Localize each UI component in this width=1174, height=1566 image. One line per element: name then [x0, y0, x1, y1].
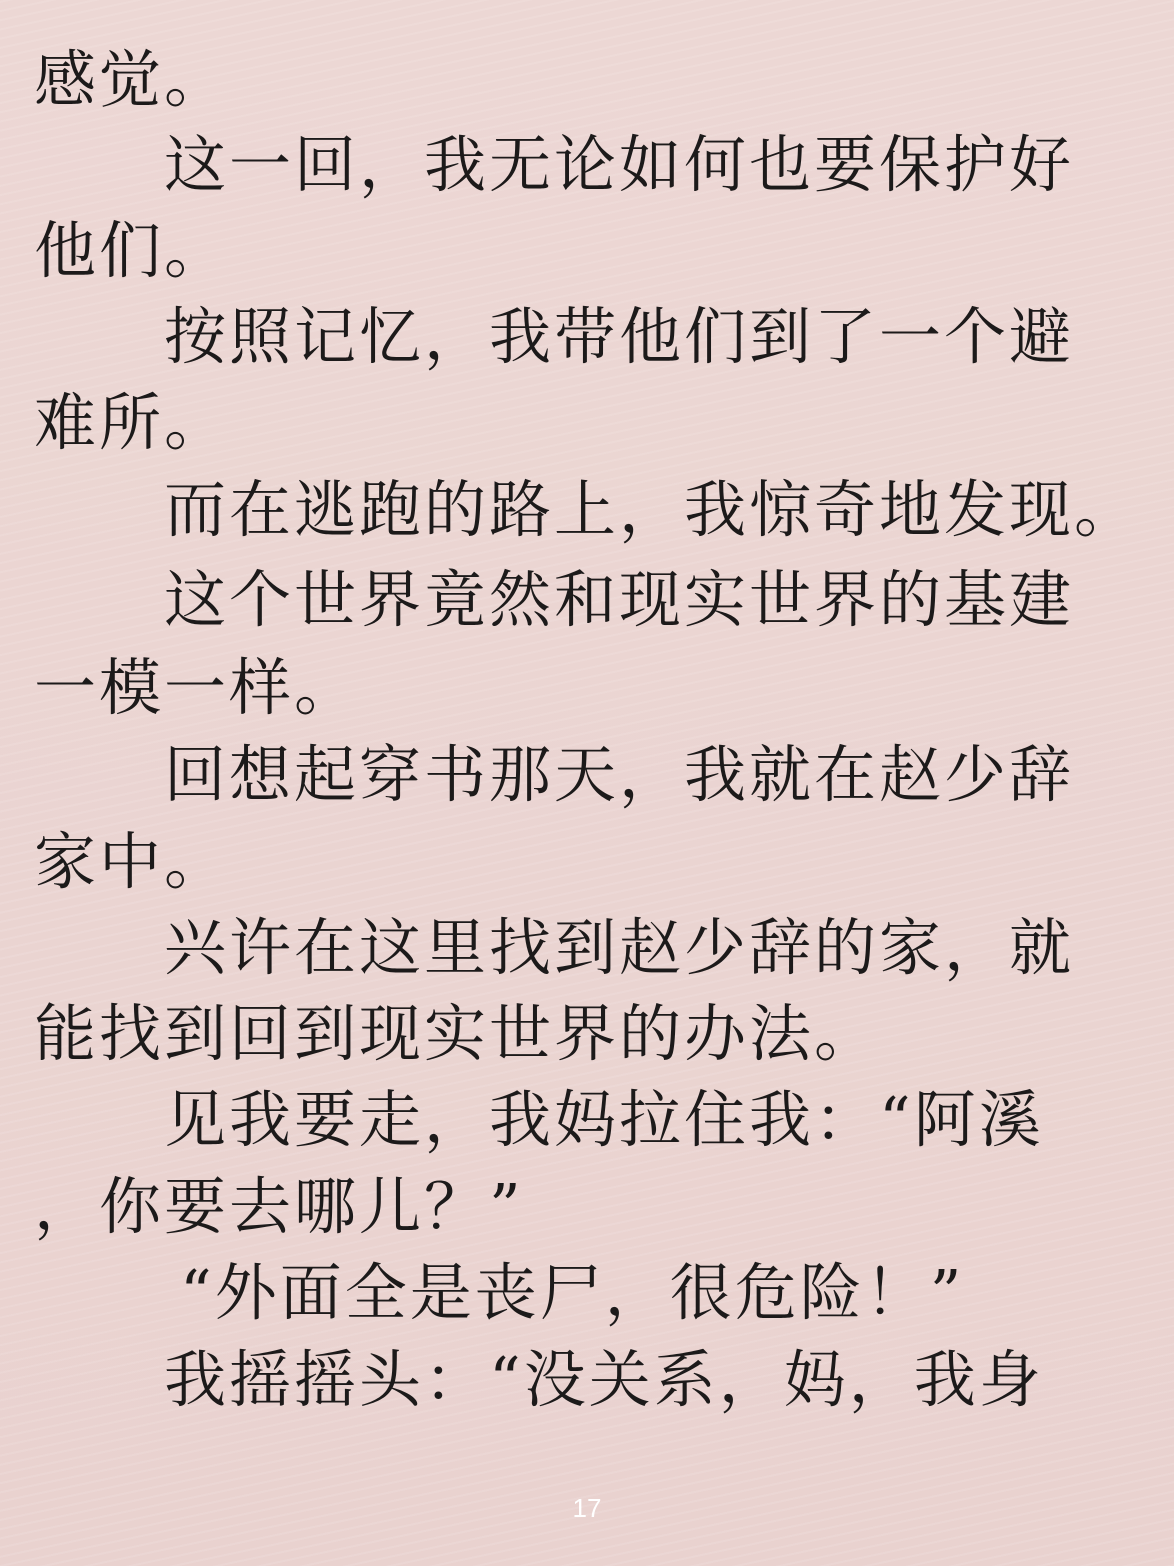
text-line: 见我要走，我妈拉住我：“阿溪 [164, 1083, 1044, 1156]
text-line: 感觉。 [34, 43, 230, 116]
text-line: “外面全是丧尸，很危险！” [180, 1256, 965, 1329]
text-line: 一模一样。 [34, 651, 360, 724]
text-line: ，你要去哪儿？” [34, 1170, 524, 1243]
text-line: 家中。 [34, 825, 230, 898]
text-line: 按照记忆，我带他们到了一个避 [164, 300, 1075, 373]
text-line: 而在逃跑的路上，我惊奇地发现。 [164, 473, 1140, 546]
text-line: 这一回，我无论如何也要保护好 [164, 128, 1075, 201]
text-line: 难所。 [34, 386, 230, 459]
text-line: 回想起穿书那天，我就在赵少辞 [164, 738, 1075, 811]
text-line: 他们。 [34, 214, 230, 287]
page-number: 17 [572, 1493, 602, 1523]
text-line: 这个世界竟然和现实世界的基建 [164, 563, 1075, 636]
text-line: 兴许在这里找到赵少辞的家，就 [164, 911, 1075, 984]
text-line: 我摇摇头：“没关系，妈，我身 [164, 1343, 1044, 1416]
text-line: 能找到回到现实世界的办法。 [34, 997, 880, 1070]
